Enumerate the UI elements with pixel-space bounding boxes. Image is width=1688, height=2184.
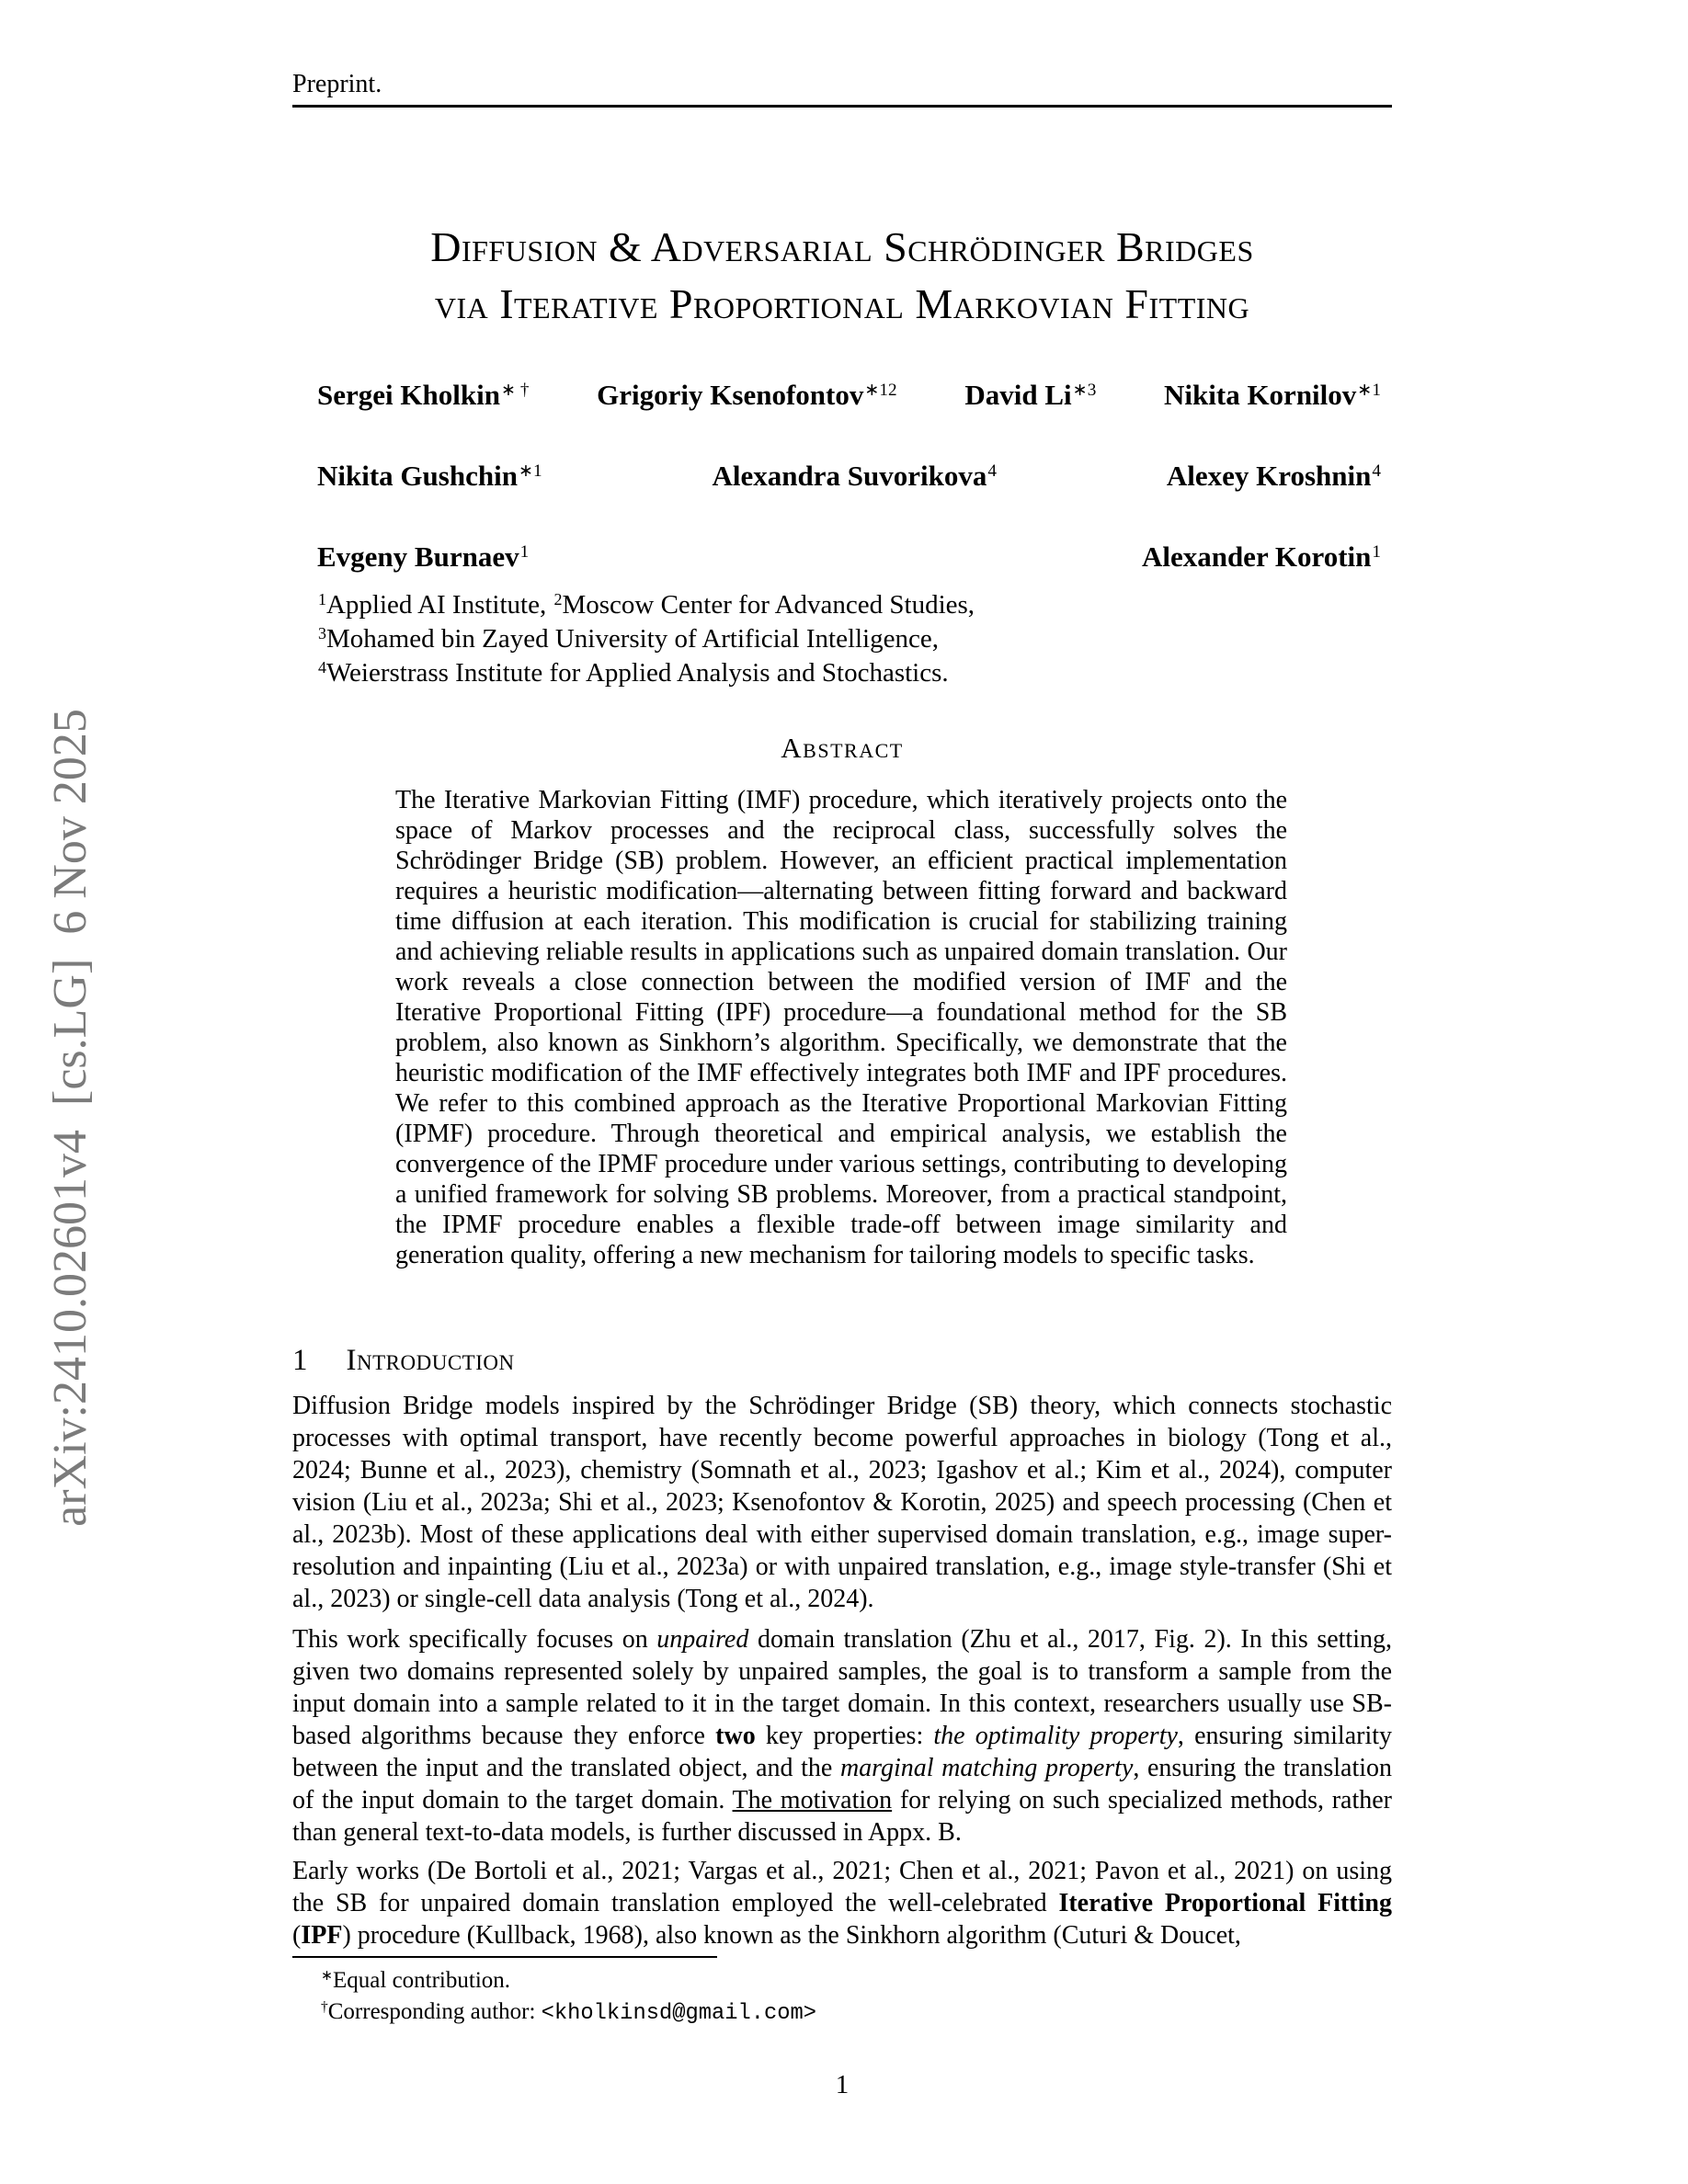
author-alexander-korotin <box>1142 540 1381 574</box>
author-alexandra-suvorikova <box>713 460 997 493</box>
author-affiliation-marker: ∗12 <box>864 381 897 401</box>
abstract-text: The Iterative Markovian Fitting (IMF) procedure, which iteratively projects onto the space of Markov processes and the reciprocal class, successfully solves the Schrödinger Bridge (SB) problem. However, an efficient practical implementation requires a heuristic modification—alternating between fitting forward and backward time diffusion at each iteration. This modification is crucial for stabilizing training and achieving reliable results in applications such as unpaired domain translation. Our work reveals a close connection between the modified version of IMF and the Iterative Proportional Fitting (IPF) procedure—a foundational method for the SB problem, also known as Sinkhorn’s algorithm. Specifically, we demonstrate that the heuristic modification of the IMF effectively integrates both IMF and IPF procedures. We refer to this combined approach as the Iterative Proportional Markovian Fitting (IPMF) procedure. Through theoretical and empirical analysis, we establish the convergence of the IPMF procedure under various settings, contributing to developing a unified framework for solving SB problems. Moreover, from a practical standpoint, the IPMF procedure enables a flexible trade-off between image similarity and generation quality, offering a new mechanism for tailoring models to specific tasks. <box>395 786 1287 1269</box>
author-name: Grigoriy Ksenofontov <box>597 379 864 411</box>
intro-paragraph-1: Diffusion Bridge models inspired by the Schrödinger Bridge (SB) theory, which connects stochastic processes with optimal transport, have recently become powerful approaches in biology (Tong et al., 2024; Bunne et al., 2023), chemistry (Somnath et al., 2023; Igashov et al.; Kim et al., 2024), computer vision (Liu et al., 2023a; Shi et al., 2023; Ksenofontov & Korotin, 2025) and speech processing (Chen et al., 2023b). Most of these applications deal with either supervised domain translation, e.g., image super-resolution and inpainting (Liu et al., 2023a) or with unpaired translation, e.g., image style-transfer (Shi et al., 2023) or single-cell data analysis (Tong et al., 2024). <box>292 1392 1392 1613</box>
author-name: Alexandra Suvorikova <box>712 460 987 492</box>
intro-paragraph-2: This work specifically focuses on unpaired domain translation (Zhu et al., 2017, Fig. 2). In this setting, given two domains represented solely by unpaired samples, the goal is to transform a sample from the input domain into a sample related to it in the target domain. In this context, researchers usually use SB-based algorithms because they enforce two key properties: the optimality property, ensuring similarity between the input and the translated object, and the marginal matching property, ensuring the translation of the input domain to the target domain. The motivation for relying on such specialized methods, rather than general text-to-data models, is further discussed in Appx. B. <box>292 1625 1393 1847</box>
preprint-label: Preprint. <box>292 70 382 98</box>
author-name: Nikita Kornilov <box>1164 379 1357 411</box>
preprint-header <box>292 70 1392 108</box>
authors-block <box>317 379 1381 590</box>
section-title: Introduction <box>346 1344 515 1377</box>
author-sergei-kholkin <box>317 379 529 412</box>
author-name: Nikita Gushchin <box>317 460 518 492</box>
affiliation-line-3: $^4$Weierstrass Institute for Applied Analysis and Stochastics. <box>318 658 949 688</box>
author-evgeny-burnaev <box>317 540 529 574</box>
footnote-rule <box>292 1956 717 1958</box>
author-affiliation-marker: 4 <box>987 461 998 482</box>
section-number: 1 <box>292 1344 308 1377</box>
page-number: 1 <box>835 2070 850 2099</box>
arxiv-watermark: arXiv:2410.02601v4 [cs.LG] 6 Nov 2025 <box>44 709 97 1527</box>
author-name: Sergei Kholkin <box>317 379 500 411</box>
author-name: David Li <box>964 379 1072 411</box>
author-row-2 <box>317 460 1381 493</box>
author-row-1 <box>317 379 1381 412</box>
author-alexey-kroshnin <box>1167 460 1381 493</box>
author-name: Evgeny Burnaev <box>317 540 519 573</box>
author-nikita-gushchin <box>317 460 542 493</box>
author-david-li <box>964 379 1096 412</box>
title-line-2: via Iterative Proportional Markovian Fitting <box>434 280 1250 327</box>
affiliations-block <box>317 588 1381 690</box>
author-affiliation-marker: 4 <box>1372 461 1381 482</box>
section-heading-introduction <box>292 1344 1392 1378</box>
affiliation-line-2: $^3$Mohamed bin Zayed University of Artificial Intelligence, <box>318 624 939 654</box>
abstract-heading: Abstract <box>781 732 904 764</box>
author-row-3 <box>317 540 1381 574</box>
intro-paragraph-3: Early works (De Bortoli et al., 2021; Vargas et al., 2021; Chen et al., 2021; Pavon et al., 2021) on using the SB for unpaired domain translation employed the well-celebrated Iterative Proportional Fitting (IPF) procedure (Kullback, 1968), also known as the Sinkhorn algorithm (Cuturi & Doucet, <box>292 1857 1392 1950</box>
author-affiliation-marker: ∗1 <box>518 461 542 482</box>
author-affiliation-marker: 1 <box>1372 542 1381 563</box>
author-name: Alexander Korotin <box>1141 540 1372 573</box>
author-affiliation-marker: ∗ † <box>500 381 530 401</box>
affiliation-line-1: $^1$Applied AI Institute, $^2$Moscow Center for Advanced Studies, <box>318 590 975 620</box>
footnote-corresponding-author: †Corresponding author: <kholkinsd@gmail.com> <box>321 1999 816 2026</box>
footnote-equal-contribution: ∗Equal contribution. <box>321 1968 511 1993</box>
author-affiliation-marker: ∗1 <box>1357 381 1381 401</box>
author-affiliation-marker: ∗3 <box>1072 381 1097 401</box>
author-affiliation-marker: 1 <box>519 542 530 563</box>
author-nikita-kornilov <box>1164 379 1381 412</box>
title-line-1: Diffusion & Adversarial Schrödinger Bridges <box>430 223 1254 270</box>
paper-title <box>292 219 1392 333</box>
author-name: Alexey Kroshnin <box>1166 460 1372 492</box>
author-grigoriy-ksenofontov <box>597 379 896 412</box>
